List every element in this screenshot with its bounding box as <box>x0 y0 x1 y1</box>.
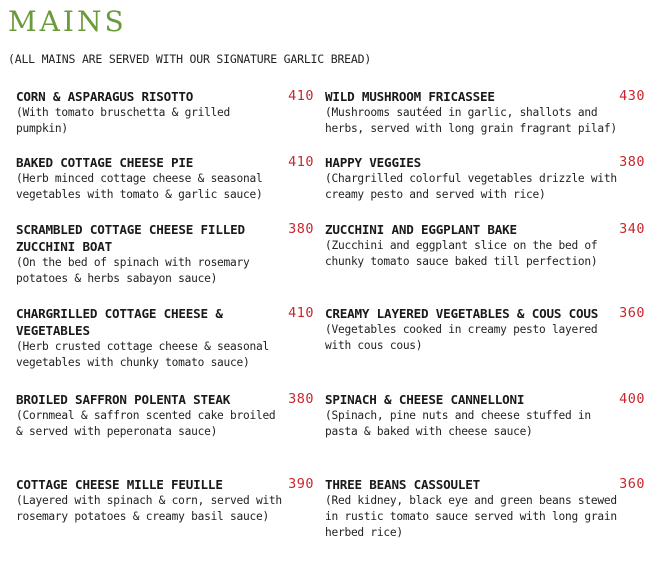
menu-item <box>16 476 314 525</box>
page-title: MAINS <box>8 5 127 38</box>
item-price: 360 <box>619 476 645 492</box>
item-name: SPINACH & CHEESE CANNELLONI <box>325 392 525 407</box>
item-price: 380 <box>288 391 314 407</box>
item-price: 410 <box>288 154 314 170</box>
item-description: (Mushrooms sautéed in garlic, shallots and herbs, served with long grain fragrant pilaf) <box>325 106 617 135</box>
menu-subtitle: (ALL MAINS ARE SERVED WITH OUR SIGNATURE GARLIC BREAD) <box>8 52 372 66</box>
menu-item <box>325 88 645 137</box>
item-name: SCRAMBLED COTTAGE CHEESE FILLED ZUCCHINI BOAT <box>16 222 245 254</box>
menu-item <box>325 221 645 270</box>
menu-item <box>325 305 645 354</box>
item-price: 380 <box>619 154 645 170</box>
item-name: HAPPY VEGGIES <box>325 155 421 170</box>
item-price: 360 <box>619 305 645 321</box>
item-price: 410 <box>288 305 314 321</box>
menu-item <box>16 154 314 203</box>
item-name: WILD MUSHROOM FRICASSEE <box>325 89 495 104</box>
menu-item <box>16 391 314 440</box>
item-name: BAKED COTTAGE CHEESE PIE <box>16 155 194 170</box>
item-description: (Cornmeal & saffron scented cake broiled & served with peperonata sauce) <box>16 409 276 438</box>
item-description: (Chargrilled colorful vegetables drizzle with creamy pesto and served with rice) <box>325 172 617 201</box>
item-description: (Red kidney, black eye and green beans stewed in rustic tomato sauce served with long grain herbed rice) <box>325 494 617 539</box>
menu-item <box>16 305 314 371</box>
item-name: CREAMY LAYERED VEGETABLES & COUS COUS <box>325 306 599 321</box>
item-price: 400 <box>619 391 645 407</box>
item-description: (Spinach, pine nuts and cheese stuffed in pasta & baked with cheese sauce) <box>325 409 591 438</box>
item-description: (Herb crusted cottage cheese & seasonal vegetables with chunky tomato sauce) <box>16 340 269 369</box>
item-name: CORN & ASPARAGUS RISOTTO <box>16 89 194 104</box>
item-description: (Zucchini and eggplant slice on the bed of chunky tomato sauce baked till perfection) <box>325 239 598 268</box>
item-price: 390 <box>288 476 314 492</box>
menu-item <box>16 88 314 137</box>
item-description: (On the bed of spinach with rosemary potatoes & herbs sabayon sauce) <box>16 256 250 285</box>
menu-item <box>325 476 645 541</box>
menu-item <box>16 221 314 287</box>
item-name: CHARGRILLED COTTAGE CHEESE & VEGETABLES <box>16 306 223 338</box>
item-name: ZUCCHINI AND EGGPLANT BAKE <box>325 222 517 237</box>
item-description: (Herb minced cottage cheese & seasonal vegetables with tomato & garlic sauce) <box>16 172 263 201</box>
item-description: (With tomato bruschetta & grilled pumpkin) <box>16 106 231 135</box>
menu-item <box>325 391 645 440</box>
item-price: 340 <box>619 221 645 237</box>
item-price: 380 <box>288 221 314 237</box>
item-name: BROILED SAFFRON POLENTA STEAK <box>16 392 231 407</box>
item-description: (Layered with spinach & corn, served with rosemary potatoes & creamy basil sauce) <box>16 494 282 523</box>
item-name: THREE BEANS CASSOULET <box>325 477 481 492</box>
item-price: 430 <box>619 88 645 104</box>
item-price: 410 <box>288 88 314 104</box>
item-description: (Vegetables cooked in creamy pesto layered with cous cous) <box>325 323 598 352</box>
item-name: COTTAGE CHEESE MILLE FEUILLE <box>16 477 223 492</box>
menu-item <box>325 154 645 203</box>
